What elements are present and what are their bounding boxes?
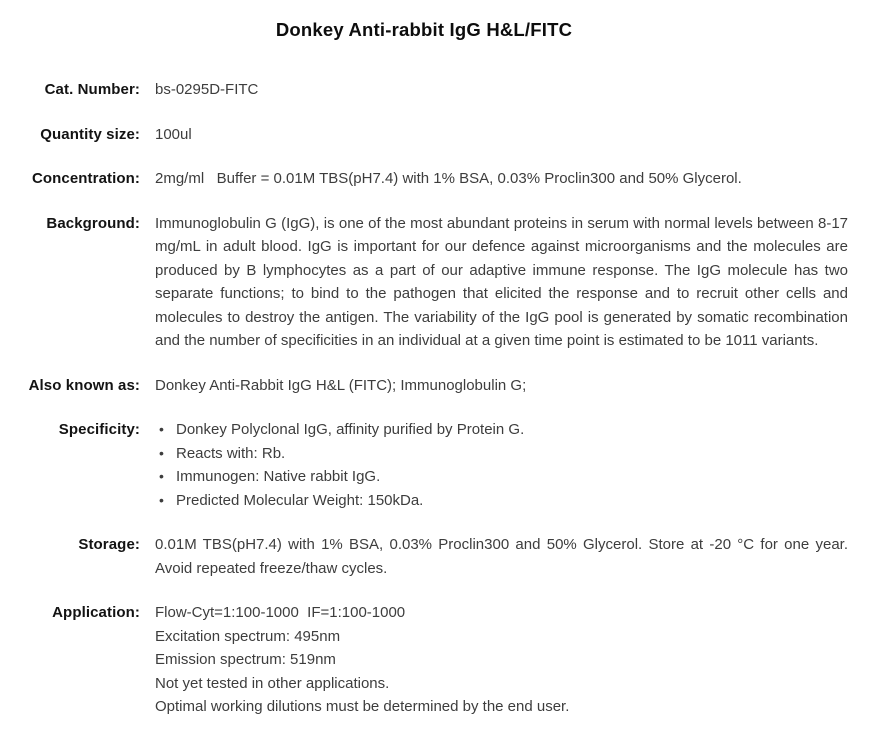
field-row-specificity	[0, 418, 878, 512]
application-line: Optimal working dilutions must be determined by the end user.	[155, 698, 570, 715]
quantity-size-label: Quantity size:	[40, 125, 140, 143]
field-row-also-known-as	[0, 374, 878, 398]
storage-label: Storage:	[78, 536, 140, 553]
specificity-list-item	[155, 465, 848, 489]
field-row-quantity-size	[0, 123, 878, 147]
field-row-storage	[0, 533, 878, 580]
quantity-size-value: 100ul	[155, 125, 192, 143]
field-row-background	[0, 212, 878, 353]
also-known-as-value: Donkey Anti-Rabbit IgG H&L (FITC); Immunoglobulin G;	[155, 376, 527, 394]
specificity-item-text: Donkey Polyclonal IgG, affinity purified by Protein G.	[176, 421, 525, 438]
specificity-list-item	[155, 442, 848, 466]
specificity-item-text: Immunogen: Native rabbit IgG.	[176, 468, 381, 485]
cat-number-label: Cat. Number:	[44, 81, 140, 98]
specificity-list-item	[155, 489, 848, 513]
application-line: Not yet tested in other applications.	[155, 674, 390, 692]
background-label: Background:	[46, 214, 140, 232]
bullet-icon: •	[159, 468, 164, 484]
application-line: Flow-Cyt=1:100-1000 IF=1:100-1000	[155, 604, 406, 621]
specificity-label: Specificity:	[58, 421, 140, 438]
bullet-icon: •	[159, 491, 164, 508]
field-row-application	[0, 601, 878, 719]
bullet-icon: •	[159, 421, 164, 437]
storage-text: 0.01M TBS(pH7.4) with 1% BSA, 0.03% Proclin300 and 50% Glycerol. Store at -20 °C for one year. Avoid repeated freeze/thaw cycles.	[155, 536, 848, 577]
concentration-label: Concentration:	[31, 170, 140, 187]
bullet-icon: •	[159, 444, 164, 461]
concentration-value: 2mg/ml Buffer = 0.01M TBS(pH7.4) with 1% BSA, 0.03% Proclin300 and 50% Glycerol.	[155, 170, 742, 187]
cat-number-value: bs-0295D-FITC	[155, 81, 259, 98]
specificity-item-text: Reacts with: Rb.	[176, 444, 286, 462]
application-line: Excitation spectrum: 495nm	[155, 627, 341, 645]
specificity-item-text: Predicted Molecular Weight: 150kDa.	[176, 491, 424, 509]
specificity-list	[155, 418, 848, 512]
field-row-cat-number	[0, 78, 878, 102]
specificity-list-item	[155, 418, 848, 442]
page-title: Donkey Anti-rabbit IgG H&L/FITC	[275, 19, 573, 40]
also-known-as-label: Also known as:	[28, 376, 140, 394]
application-line: Emission spectrum: 519nm	[155, 651, 336, 668]
application-label: Application:	[52, 604, 140, 621]
background-text: Immunoglobulin G (IgG), is one of the most abundant proteins in serum with normal levels between 8-17 mg/mL in adult blood. IgG is important for our defence against microorganisms and the molecules are produced by B lymphocytes as a part of our adaptive immune response. The IgG molecule has two separate functions; to bind to the pathogen that elicited the response and to recruit other cells and molecules to destroy the antigen. The variability of the IgG pool is generated by somatic recombination and the number of specificities in an individual at a given time point is estimated to be 1011 variants.	[155, 214, 848, 349]
field-row-concentration	[0, 167, 878, 191]
